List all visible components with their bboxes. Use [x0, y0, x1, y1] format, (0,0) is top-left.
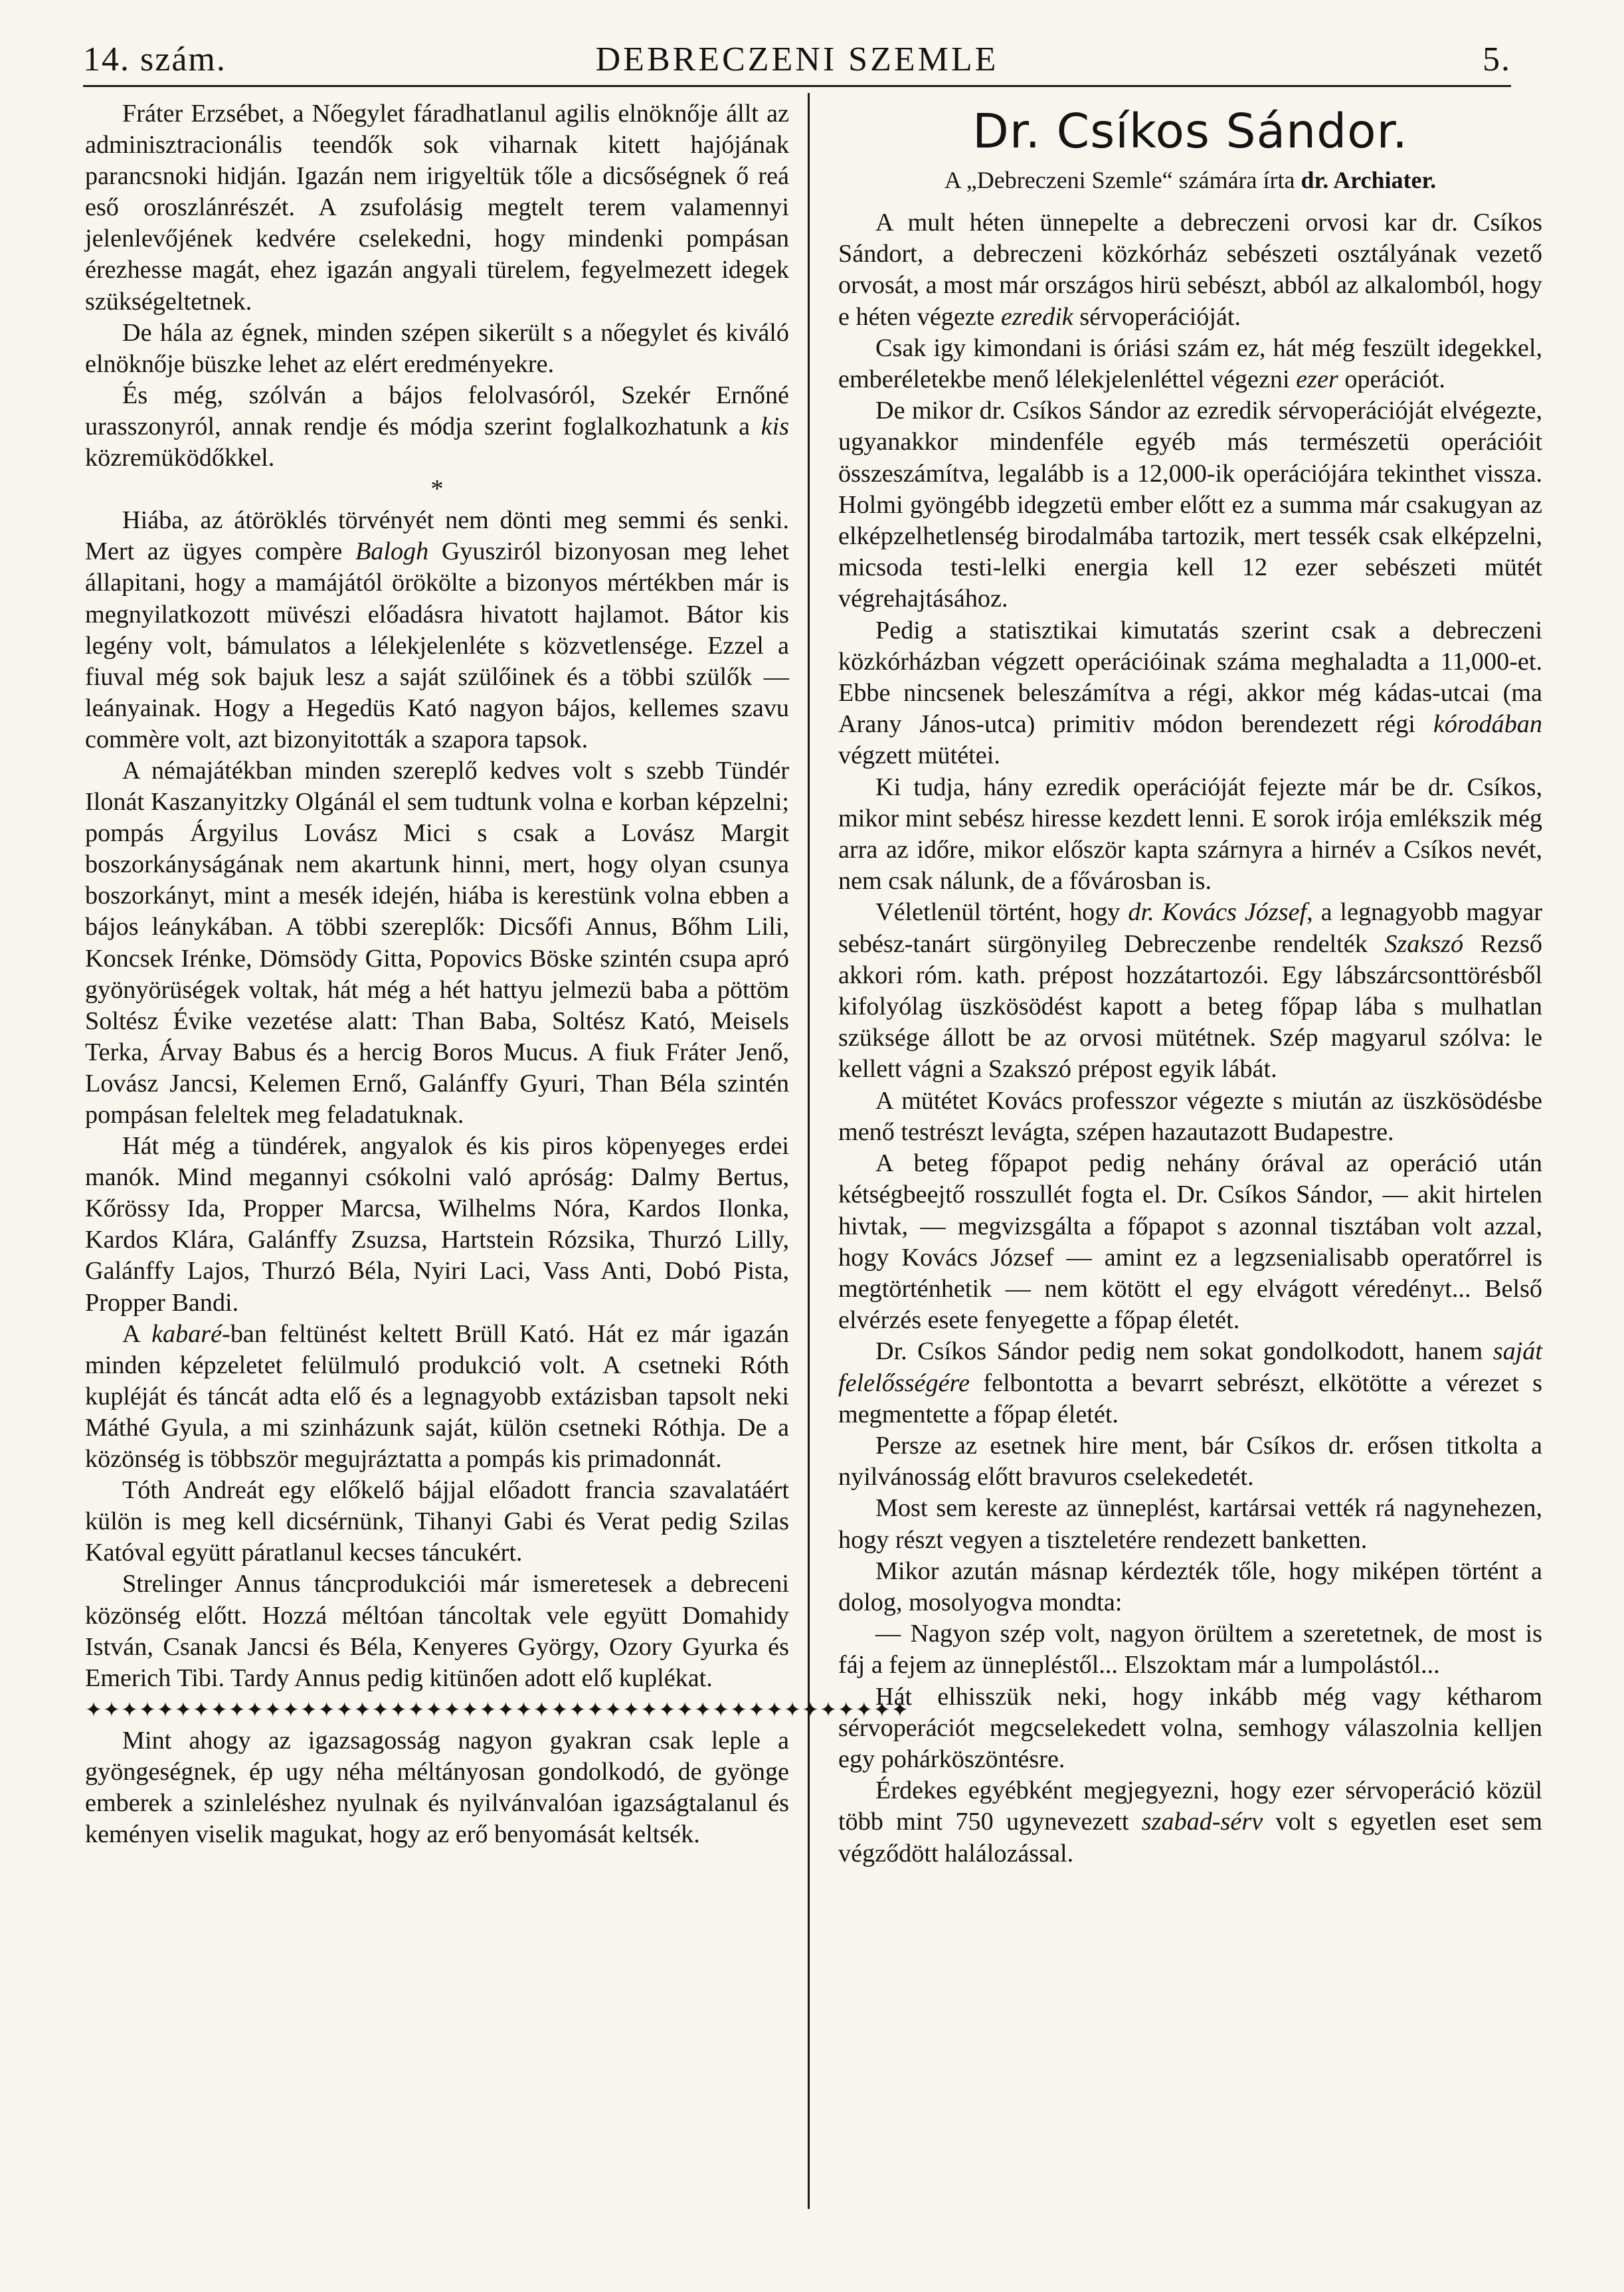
paragraph: Persze az esetnek hire ment, bár Csíkos dr. erősen titkolta a nyilvánosság előtt bravuros cselekedetét.: [838, 1431, 1542, 1491]
article-byline: A „Debreczeni Szemle“ számára írta dr. Archiater.: [944, 167, 1437, 193]
left-column: [85, 98, 909, 1850]
paragraph: A némajátékban minden szereplő kedves volt s szebb Tündér Ilonát Kaszanyitzky Olgánál el sem tudtunk volna e korban képzelni; pompás Árgyilus Lovász Mici s csak a Lovász Margit boszorkányságának nem akartunk hinni, mert, hogy olyan csunya boszorkányt, mint a mesék idején, hiába is kerestünk volna ebben a bájos leánykában. A többi szereplők: Dicsőfi Annus, Bőhm Lili, Koncsek Irénke, Dömsödy Gitta, Popovics Böske szintén csupa apró gyönyörüségek voltak, hát még a hét hattyu jelmezü baba a pöttöm Soltész Évike vezetése alatt: Than Baba, Soltész Kató, Meisels Terka, Árvay Babus és a hercig Boros Mucus. A fiuk Fráter Jenő, Lovász Jancsi, Kelemen Ernő, Galánffy Gyuri, Than Béla szintén pompásan feleltek meg feladatuknak.: [85, 756, 789, 1129]
paragraph: Tóth Andreát egy előkelő bájjal előadott francia szavalatáért külön is meg kell dicsérnünk, Tihanyi Gabi és Verat pedig Szilas Katóval együtt páratlanul kecses táncukért.: [85, 1476, 789, 1567]
paragraph: Mint ahogy az igazsagosság nagyon gyakran csak leple a gyöngeségnek, ép ugy néha méltányosan gondolkodó, de gyönge emberek a szinleléshez nyulnak és nyilvánvalóan igazságtalanul és keményen viselik magukat, hogy az erő benyomását keltsék.: [85, 1726, 789, 1849]
paragraph: Hát elhisszük neki, hogy inkább még vagy kétharom sérvoperációt megcselekedett volna, semhogy válaszolnia kelljen egy pohárköszöntésre.: [838, 1682, 1542, 1773]
paragraph: Ki tudja, hány ezredik operációját fejezte már be dr. Csíkos, mikor mint sebész hiresse kezdett lenni. E sorok irója emlékszik még arra az időre, mikor először kapta szárnyra a hirnév a Csíkos nevét, nem csak nálunk, de a fővárosban is.: [838, 773, 1542, 896]
header-rule: [83, 85, 1511, 87]
paragraph: És még, szólván a bájos felolvasóról, Szekér Ernőné urasszonyról, annak rendje és módja szerint foglalkozhatunk a kis közremüködőkkel.: [85, 381, 789, 472]
paragraph: A mütétet Kovács professzor végezte s miután az üszkösödésbe menő testrészt levágta, szépen hazautazott Budapestre.: [838, 1086, 1542, 1146]
paragraph: A mult héten ünnepelte a debreczeni orvosi kar dr. Csíkos Sándort, a debreczeni közkórház sebészeti osztályának vezető orvosát, a most már országos hirü sebészt, abból az alkalomból, hogy e héten végezte ezredik sérvoperációját.: [838, 209, 1542, 331]
paragraph: Mikor azután másnap kérdezték tőle, hogy miképen történt a dolog, mosolyogva mondta:: [838, 1557, 1542, 1616]
paragraph: Strelinger Annus táncprodukciói már ismeretesek a debreceni közönség előtt. Hozzá méltóan táncoltak vele együtt Domahidy István, Csanak Jancsi és Béla, Kenyeres György, Ozory Gyurka és Emerich Tibi. Tardy Annus pedig kitünően adott elő kuplékat.: [85, 1570, 789, 1692]
column-divider: [808, 93, 810, 2209]
article-title: Dr. Csíkos Sándor.: [972, 104, 1408, 159]
paragraph: Véletlenül történt, hogy dr. Kovács József, a legnagyobb magyar sebész-tanárt sürgönyileg Debreczenbe rendelték Szakszó Rezső akkori róm. kath. prépost hozzátartozói. Egy lábszárcsonttörésből kifolyólag üszkösödést kapott a beteg főpap lába s mulhatlan szüksége állott be az orvosi mütétnek. Szép magyarul szólva: le kellett vágni a Szakszó prépost egyik lábát.: [838, 898, 1542, 1084]
right-column: [838, 98, 1542, 1869]
paragraph: A beteg főpapot pedig nehány órával az operáció után kétségbeejtő rosszullét fogta el. Dr. Csíkos Sándor, — akit hirtelen hivtak, — megvizsgálta a főpapot s azonnal tisztában volt azzal, hogy Kovács József — amint ez a legzsenialisabb operatőrrel is megtörténhetik — nem kötött el egy elvágott véredényt... Belső elvérzés esete fenyegette a főpap életét.: [838, 1149, 1542, 1335]
paragraph: Érdekes egyébként megjegyezni, hogy ezer sérvoperáció közül több mint 750 ugynevezett szabad-sérv volt s egyetlen eset sem végződött halálozással.: [838, 1776, 1542, 1867]
paragraph: De mikor dr. Csíkos Sándor az ezredik sérvoperációját elvégezte, ugyanakkor mindenféle egyéb más természetü operációit összeszámítva, legalább is a 12,000-ik operációjára tekinthet vissza. Holmi gyöngébb idegzetü ember előtt ez a summa már csakugyan az elképzelhetlenség birodalmába tartozik, mert tessék csak elképzelni, micsoda testi-lelki energia kell 12 ezer sebészeti mütét végrehajtásához.: [838, 397, 1542, 613]
paragraph: Dr. Csíkos Sándor pedig nem sokat gondolkodott, hanem saját felelősségére felbontotta a bevarrt sebrészt, elkötötte a vérezet s megmentette a főpap életét.: [838, 1337, 1542, 1428]
paragraph: Pedig a statisztikai kimutatás szerint csak a debreczeni közkórházban végzett operációinak száma meghaladta a 11,000-et. Ebbe nincsenek beleszámítva a régi, akkor még kádas-utcai (ma Arany János-utca) primitiv módon berendezett régi kórodában végzett mütétei.: [838, 616, 1542, 770]
page-number: 5.: [1483, 41, 1511, 78]
paragraph: Fráter Erzsébet, a Nőegylet fáradhatlanul agilis elnöknője állt az adminisztracionális teendők sok viharnak kitett hajójának parancsnoki hidján. Igazán nem irigyeltük tőle a dicsőségnek ő reá eső oroszlánrészét. A zsufolásig megtelt terem valamennyi jelenlevőjének kedvére cselekedni, hogy mindenki pompásan érezhesse magát, ehez igazán angyali türelem, fegyelmezett idegek szükségeltetnek.: [85, 100, 789, 316]
paragraph: Hát még a tündérek, angyalok és kis piros köpenyeges erdei manók. Mind megannyi csókolni való apróság: Dalmy Bertus, Kőrössy Ida, Propper Marcsa, Wilhelms Nóra, Kardos Ilonka, Kardos Klára, Galánffy Zsuzsa, Hartstein Rózsika, Thurzó Lilly, Galánffy Lajos, Thurzó Béla, Nyiri Laci, Vass Anti, Dobó Pista, Propper Bandi.: [85, 1132, 789, 1317]
section-asterisk: *: [430, 475, 444, 504]
page-header: [83, 33, 1511, 86]
paragraph: A kabaré-ban feltünést keltett Brüll Kató. Hát ez már igazán minden képzeletet felülmuló produkció volt. A csetneki Róth kupléját és táncát adta elő és a legnagyobb extázisban tapsolt neki Máthé Gyula, a mi szinházunk saját, külön csetneki Róthja. De a közönség is többször megujráztatta a pompás kis primadonnát.: [85, 1319, 789, 1474]
paragraph: — Nagyon szép volt, nagyon örültem a szeretetnek, de most is fáj a fejem az ünnepléstől... Elszoktam már a lumpolástól...: [838, 1620, 1542, 1679]
paragraph: Most sem kereste az ünneplést, kartársai vették rá nagynehezen, hogy részt vegyen a tiszteletére rendezett banketten.: [838, 1494, 1542, 1554]
paragraph: De hála az égnek, minden szépen sikerült s a nőegylet és kiváló elnöknője büszke lehet az elért eredményekre.: [85, 318, 789, 378]
paragraph: Hiába, az átöröklés törvényét nem dönti meg semmi és senki. Mert az ügyes compère Balogh Gyusziról bizonyosan meg lehet állapitani, hogy a mamájától örökölte a bizonyos mértékben már is megnyilatkozott müvészi előadásra hivatott hajlamot. Bátor kis legény volt, bámulatos a lélekjelenléte s közvetlensége. Ezzel a fiuval még sok bajuk lesz a saját szülőinek és a többi szülők — leányainak. Hogy a Hegedüs Kató nagyon bájos, kellemes szavu commère volt, azt bizonyitották a szapora tapsok.: [85, 506, 789, 753]
ornamental-divider: ✦✦✦✦✦✦✦✦✦✦✦✦✦✦✦✦✦✦✦✦✦✦✦✦✦✦✦✦✦✦✦✦✦✦✦✦✦✦✦✦✦✦✦✦✦✦: [85, 1697, 909, 1721]
paragraph: Csak igy kimondani is óriási szám ez, hát még feszült idegekkel, emberéletekbe menő lélekjelenléttel végezni ezer operációt.: [838, 334, 1542, 394]
issue-number: 14. szám.: [83, 41, 226, 78]
journal-title: DEBRECZENI SZEMLE: [595, 41, 999, 78]
